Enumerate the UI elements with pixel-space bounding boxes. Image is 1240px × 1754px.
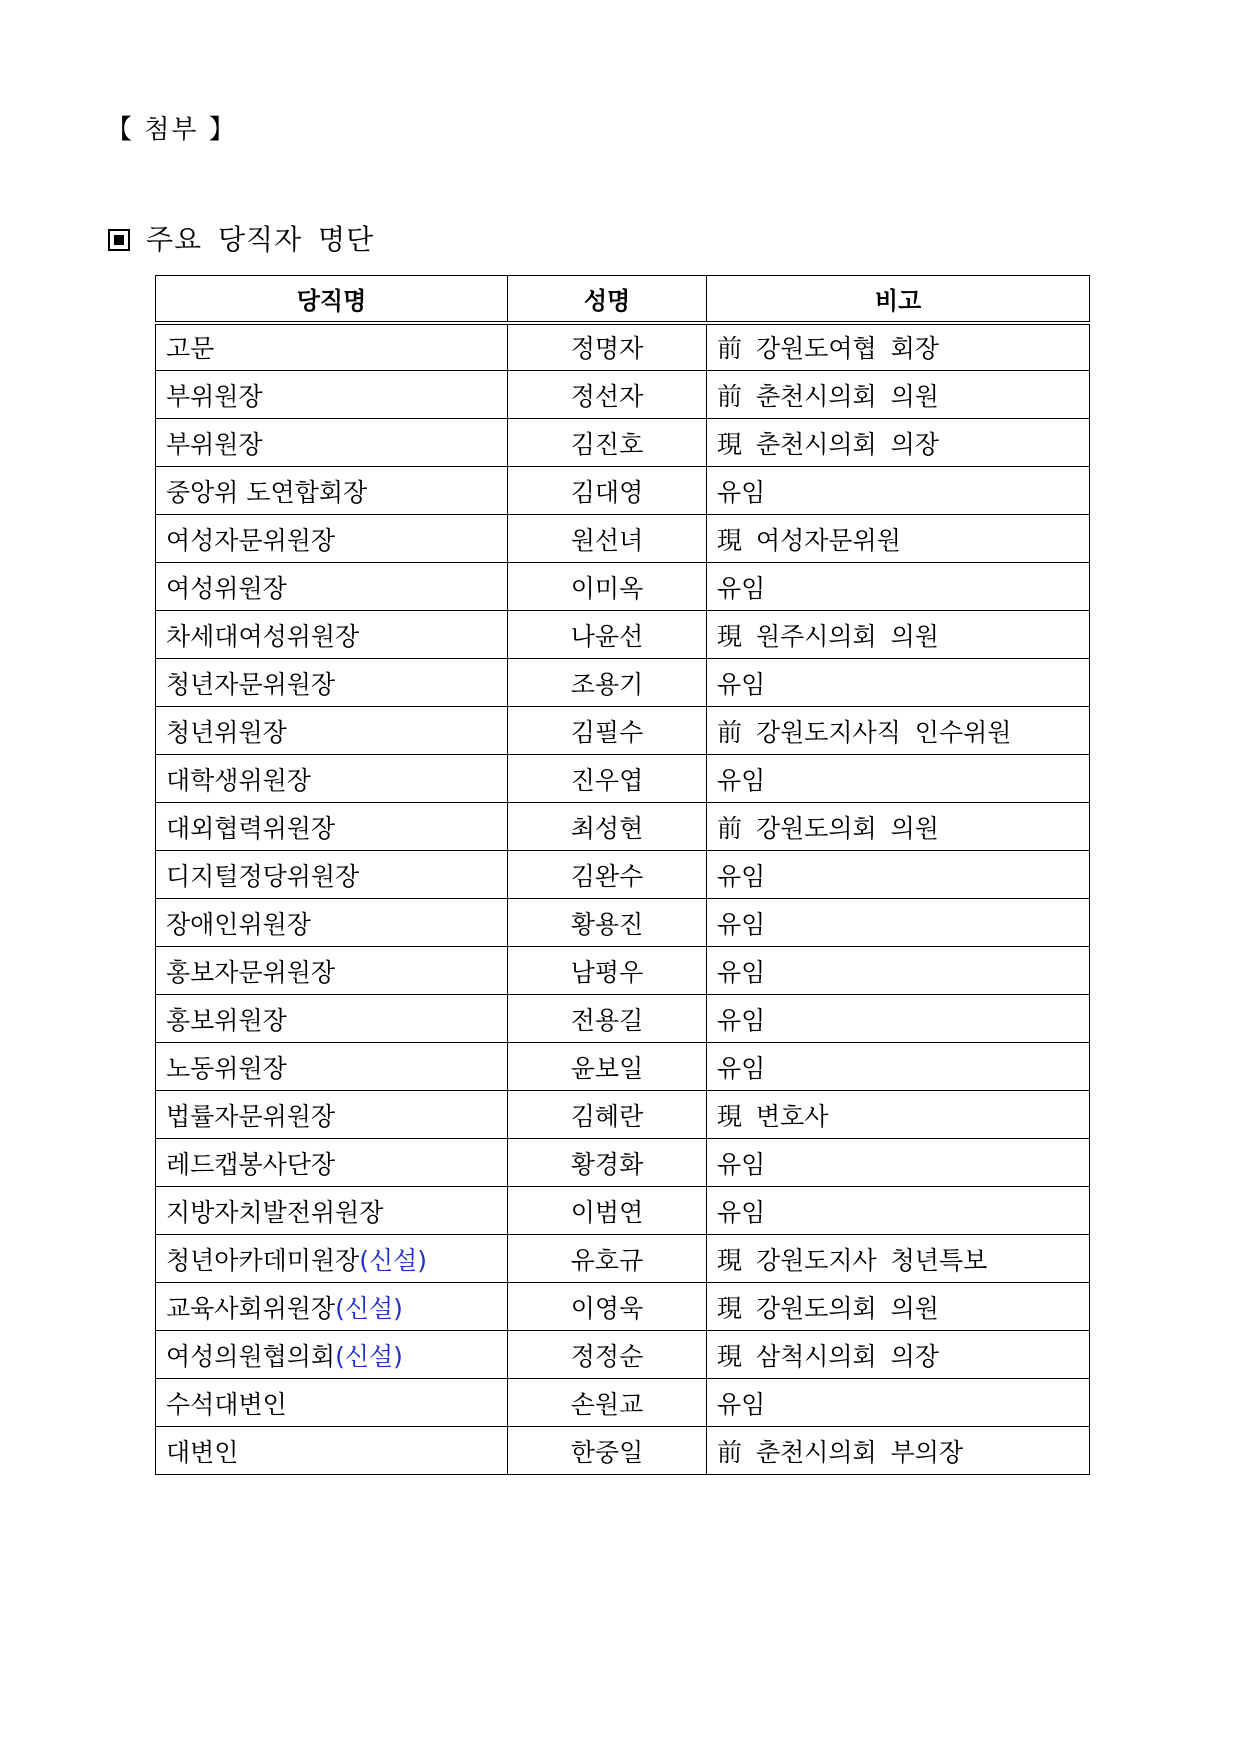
- person-name: 조용기: [508, 659, 707, 707]
- table-row: [156, 1043, 1090, 1091]
- position-cell: [156, 467, 508, 515]
- new-position-tag: (신설): [335, 1293, 403, 1323]
- remark-cell: 유임: [707, 1187, 1090, 1235]
- remark-cell: 現 삼척시의회 의장: [707, 1331, 1090, 1379]
- remark-cell: 現 강원도의회 의원: [707, 1283, 1090, 1331]
- position-label: 청년아카데미원장: [166, 1245, 360, 1275]
- remark-cell: 前 강원도지사직 인수위원: [707, 707, 1090, 755]
- table-row: [156, 707, 1090, 755]
- position-label: 노동위원장: [166, 1053, 287, 1083]
- position-cell: [156, 1331, 508, 1379]
- table-row: [156, 1139, 1090, 1187]
- position-label: 수석대변인: [166, 1389, 287, 1419]
- person-name: 김대영: [508, 467, 707, 515]
- table-row: [156, 851, 1090, 899]
- position-label: 디지털정당위원장: [166, 861, 360, 891]
- position-label: 장애인위원장: [166, 909, 311, 939]
- person-name: 원선녀: [508, 515, 707, 563]
- remark-cell: 前 춘천시의회 의원: [707, 371, 1090, 419]
- table-row: [156, 1379, 1090, 1427]
- person-name: 정명자: [508, 323, 707, 371]
- table-row: [156, 803, 1090, 851]
- square-bullet-icon: [108, 229, 130, 251]
- header-position: 당직명: [156, 276, 508, 323]
- person-name: 이범연: [508, 1187, 707, 1235]
- table-row: [156, 611, 1090, 659]
- position-cell: [156, 323, 508, 371]
- position-label: 여성위원장: [166, 573, 287, 603]
- table-row: [156, 515, 1090, 563]
- person-name: 정선자: [508, 371, 707, 419]
- table-row: [156, 659, 1090, 707]
- position-cell: [156, 1427, 508, 1475]
- position-cell: [156, 755, 508, 803]
- remark-cell: 現 원주시의회 의원: [707, 611, 1090, 659]
- position-label: 청년위원장: [166, 717, 287, 747]
- remark-cell: 유임: [707, 1043, 1090, 1091]
- table-row: [156, 323, 1090, 371]
- remark-cell: 유임: [707, 851, 1090, 899]
- position-cell: [156, 899, 508, 947]
- person-name: 한중일: [508, 1427, 707, 1475]
- table-row: [156, 563, 1090, 611]
- section-title: [108, 218, 374, 262]
- position-cell: [156, 1139, 508, 1187]
- person-name: 김혜란: [508, 1091, 707, 1139]
- table-row: [156, 899, 1090, 947]
- position-label: 지방자치발전위원장: [166, 1197, 384, 1227]
- table-row: [156, 371, 1090, 419]
- table-row: [156, 1235, 1090, 1283]
- remark-cell: 유임: [707, 1379, 1090, 1427]
- header-name: 성명: [508, 276, 707, 323]
- position-cell: [156, 707, 508, 755]
- position-cell: [156, 563, 508, 611]
- remark-cell: 유임: [707, 467, 1090, 515]
- person-name: 황용진: [508, 899, 707, 947]
- remark-cell: 現 여성자문위원: [707, 515, 1090, 563]
- person-name: 손원교: [508, 1379, 707, 1427]
- person-name: 남평우: [508, 947, 707, 995]
- attachment-label: 【 첨부 】: [106, 115, 237, 145]
- position-label: 대변인: [166, 1437, 239, 1467]
- remark-cell: 現 강원도지사 청년특보: [707, 1235, 1090, 1283]
- new-position-tag: (신설): [359, 1245, 428, 1275]
- table-header-row: [156, 276, 1090, 323]
- position-label: 청년자문위원장: [166, 669, 336, 699]
- position-label: 홍보위원장: [166, 1005, 287, 1035]
- remark-cell: 유임: [707, 755, 1090, 803]
- person-name: 진우엽: [508, 755, 707, 803]
- table-row: [156, 947, 1090, 995]
- position-cell: [156, 1235, 508, 1283]
- remark-cell: 現 춘천시의회 의장: [707, 419, 1090, 467]
- position-label: 레드캡봉사단장: [166, 1149, 336, 1179]
- remark-cell: 前 강원도여협 회장: [707, 323, 1090, 371]
- position-label: 차세대여성위원장: [166, 621, 360, 651]
- position-cell: [156, 515, 508, 563]
- position-cell: [156, 1091, 508, 1139]
- person-name: 이영욱: [508, 1283, 707, 1331]
- table-row: [156, 1283, 1090, 1331]
- position-label: 여성자문위원장: [166, 525, 336, 555]
- remark-cell: 유임: [707, 995, 1090, 1043]
- table-row: [156, 1427, 1090, 1475]
- table-row: [156, 419, 1090, 467]
- position-label: 중앙위 도연합회장: [166, 477, 368, 507]
- position-cell: [156, 371, 508, 419]
- position-label: 여성의원협의회: [166, 1341, 336, 1371]
- table-row: [156, 467, 1090, 515]
- remark-cell: 現 변호사: [707, 1091, 1090, 1139]
- person-name: 윤보일: [508, 1043, 707, 1091]
- position-label: 부위원장: [166, 429, 263, 459]
- position-cell: [156, 803, 508, 851]
- table-row: [156, 755, 1090, 803]
- table-row: [156, 1187, 1090, 1235]
- table-row: [156, 995, 1090, 1043]
- position-cell: [156, 419, 508, 467]
- header-note: 비고: [707, 276, 1090, 323]
- person-name: 정정순: [508, 1331, 707, 1379]
- person-name: 황경화: [508, 1139, 707, 1187]
- position-cell: [156, 1283, 508, 1331]
- person-name: 유호규: [508, 1235, 707, 1283]
- position-cell: [156, 995, 508, 1043]
- remark-cell: 前 춘천시의회 부의장: [707, 1427, 1090, 1475]
- table-body: [156, 323, 1090, 1475]
- remark-cell: 유임: [707, 947, 1090, 995]
- position-cell: [156, 1043, 508, 1091]
- section-title-text: 주요 당직자 명단: [146, 223, 375, 256]
- person-name: 최성현: [508, 803, 707, 851]
- position-cell: [156, 1379, 508, 1427]
- person-name: 김필수: [508, 707, 707, 755]
- remark-cell: 유임: [707, 563, 1090, 611]
- person-name: 나윤선: [508, 611, 707, 659]
- position-cell: [156, 659, 508, 707]
- table-row: [156, 1091, 1090, 1139]
- position-label: 홍보자문위원장: [166, 957, 336, 987]
- person-name: 이미옥: [508, 563, 707, 611]
- position-label: 교육사회위원장: [166, 1293, 336, 1323]
- position-cell: [156, 1187, 508, 1235]
- table-row: [156, 1331, 1090, 1379]
- remark-cell: 유임: [707, 1139, 1090, 1187]
- new-position-tag: (신설): [335, 1341, 403, 1371]
- person-name: 전용길: [508, 995, 707, 1043]
- person-name: 김완수: [508, 851, 707, 899]
- position-label: 부위원장: [166, 381, 263, 411]
- position-label: 대학생위원장: [166, 765, 311, 795]
- position-label: 법률자문위원장: [166, 1101, 336, 1131]
- person-name: 김진호: [508, 419, 707, 467]
- position-cell: [156, 947, 508, 995]
- officials-table: [155, 275, 1090, 1475]
- position-label: 고문: [166, 334, 215, 364]
- remark-cell: 유임: [707, 659, 1090, 707]
- position-label: 대외협력위원장: [166, 813, 336, 843]
- remark-cell: 유임: [707, 899, 1090, 947]
- remark-cell: 前 강원도의회 의원: [707, 803, 1090, 851]
- position-cell: [156, 611, 508, 659]
- position-cell: [156, 851, 508, 899]
